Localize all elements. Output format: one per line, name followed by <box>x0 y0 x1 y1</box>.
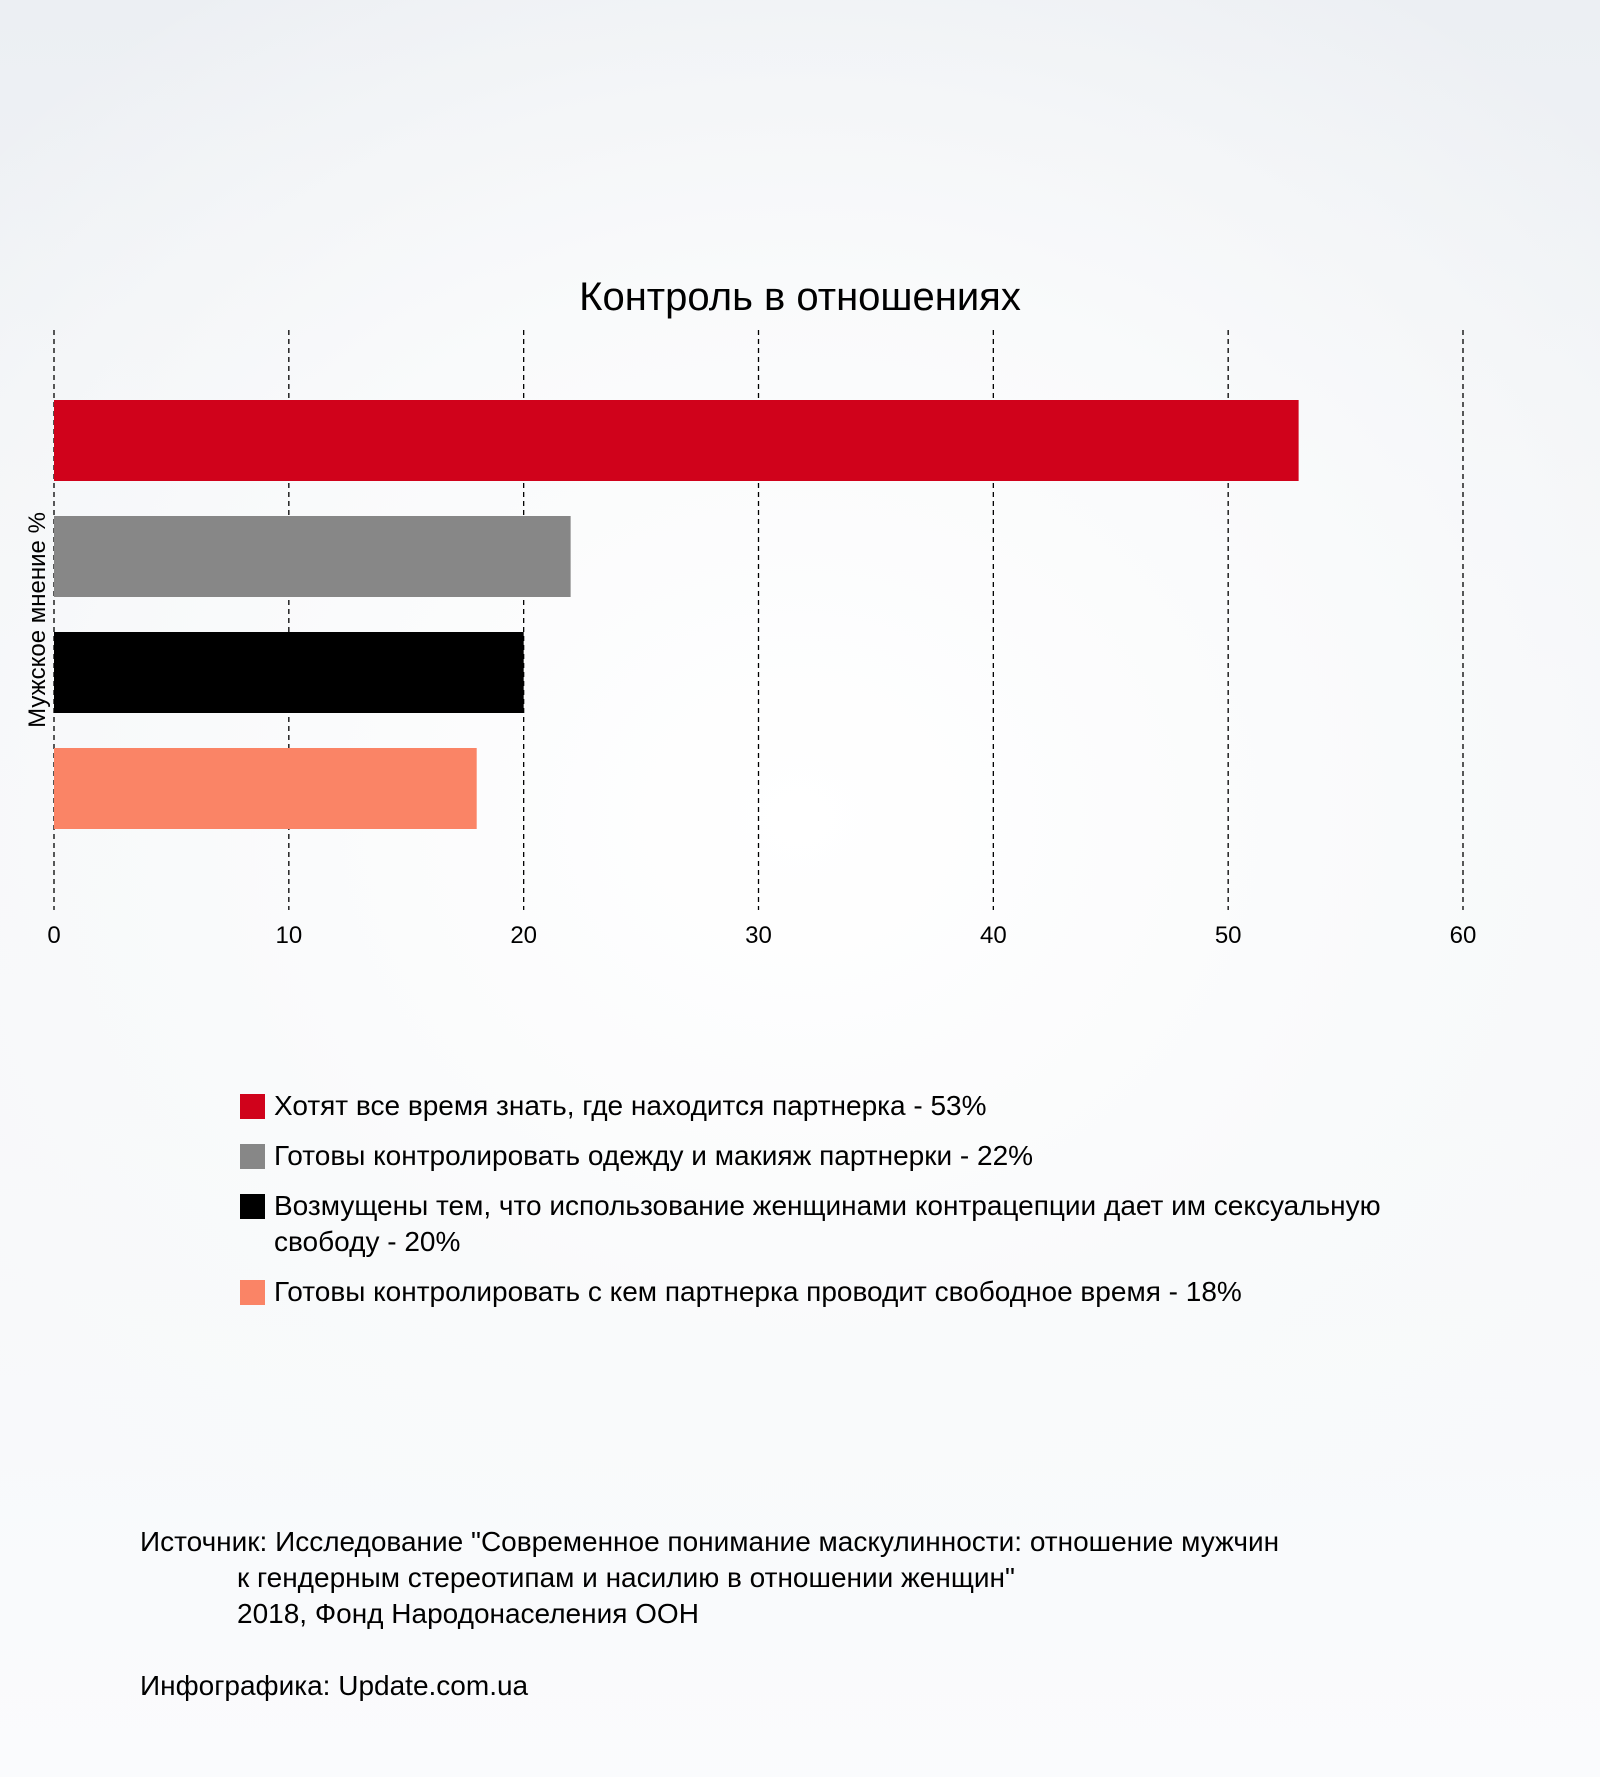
legend-item <box>240 1138 1400 1174</box>
bar <box>54 632 524 713</box>
bar <box>54 400 1299 481</box>
x-tick-label: 40 <box>979 922 1007 949</box>
x-tick-label: 60 <box>1449 922 1477 949</box>
legend-swatch <box>240 1144 265 1169</box>
legend-label: Готовы контролировать с кем партнерка проводит свободное время - 18% <box>274 1276 1242 1307</box>
x-axis-ticks <box>47 922 1476 949</box>
legend-item <box>240 1274 1400 1310</box>
legend-swatch <box>240 1094 265 1119</box>
source-line: 2018, Фонд Народонаселения ООН <box>237 1598 699 1629</box>
x-tick-label: 0 <box>47 922 61 949</box>
legend-item <box>240 1188 1400 1260</box>
chart-title: Контроль в отношениях <box>579 275 1021 319</box>
x-tick-label: 50 <box>1214 922 1242 949</box>
bars <box>54 400 1299 829</box>
legend-swatch <box>240 1280 265 1305</box>
x-tick-label: 30 <box>745 922 772 949</box>
legend <box>240 1088 1400 1324</box>
legend-item <box>240 1088 1400 1124</box>
legend-swatch <box>240 1194 265 1219</box>
legend-label: Хотят все время знать, где находится партнерка - 53% <box>274 1090 987 1121</box>
source-line: Источник: Исследование "Современное понимание маскулинности: отношение мужчин <box>140 1526 1280 1557</box>
legend-label: Готовы контролировать одежду и макияж партнерки - 22% <box>274 1140 1034 1171</box>
y-axis-label: Мужское мнение % <box>24 512 51 728</box>
x-tick-label: 10 <box>275 922 303 949</box>
source-note <box>140 1524 1440 1632</box>
bar <box>54 516 571 597</box>
x-tick-label: 20 <box>510 922 538 949</box>
infographic-credit: Инфографика: Update.com.ua <box>140 1670 529 1701</box>
bar <box>54 748 477 829</box>
legend-label: Возмущены тем, что использование женщинами контрацепции дает им сексуальную свободу - 20% <box>274 1190 1381 1257</box>
source-line: к гендерным стереотипам и насилию в отношении женщин" <box>237 1562 1015 1593</box>
